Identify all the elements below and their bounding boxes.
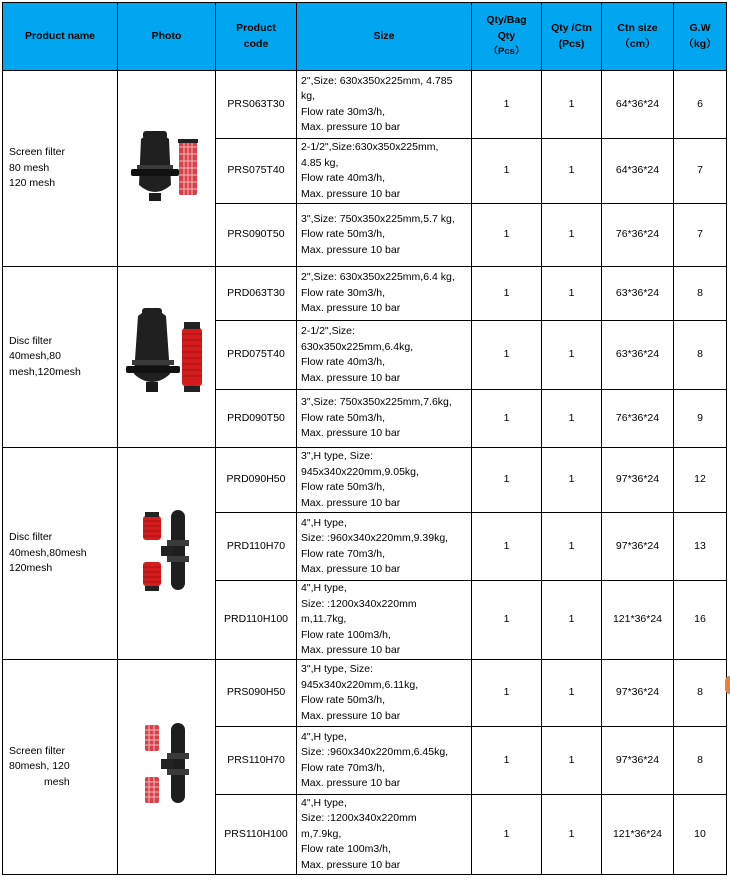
qty-ctn: 1 xyxy=(542,795,602,875)
product-code: PRS075T40 xyxy=(216,139,297,204)
product-code: PRD110H100 xyxy=(216,581,297,660)
product-code: PRD110H70 xyxy=(216,513,297,581)
product-photo-disc-filter-t xyxy=(118,267,216,448)
qty-ctn: 1 xyxy=(542,267,602,321)
header-product-code: Product code xyxy=(216,3,297,71)
qty-ctn: 1 xyxy=(542,513,602,581)
product-photo-screen-filter-t xyxy=(118,71,216,267)
gross-weight: 16 xyxy=(674,581,727,660)
product-code: PRS110H70 xyxy=(216,727,297,795)
product-code: PRD090T50 xyxy=(216,390,297,448)
header-qty-ctn: Qty /Ctn (Pcs) xyxy=(542,3,602,71)
header-product-name: Product name xyxy=(3,3,118,71)
qty-ctn: 1 xyxy=(542,321,602,390)
header-row xyxy=(3,3,727,71)
size-cell: 2",Size: 630x350x225mm,6.4 kg, Flow rate 30m3/h, Max. pressure 10 bar xyxy=(297,267,472,321)
qty-bag: 1 xyxy=(472,727,542,795)
gross-weight: 13 xyxy=(674,513,727,581)
gross-weight: 7 xyxy=(674,204,727,267)
product-code: PRD075T40 xyxy=(216,321,297,390)
qty-bag: 1 xyxy=(472,204,542,267)
size-cell: 3",Size: 750x350x225mm,7.6kg, Flow rate 50m3/h, Max. pressure 10 bar xyxy=(297,390,472,448)
qty-bag: 1 xyxy=(472,660,542,727)
gross-weight: 8 xyxy=(674,727,727,795)
ctn-size: 64*36*24 xyxy=(602,139,674,204)
header-size: Size xyxy=(297,3,472,71)
qty-bag: 1 xyxy=(472,513,542,581)
header-photo: Photo xyxy=(118,3,216,71)
table-row xyxy=(3,448,727,513)
ctn-size: 63*36*24 xyxy=(602,267,674,321)
qty-bag: 1 xyxy=(472,267,542,321)
size-cell: 3",H type, Size: 945x340x220mm,9.05kg, Flow rate 50m3/h, Max. pressure 10 bar xyxy=(297,448,472,513)
qty-ctn: 1 xyxy=(542,660,602,727)
product-photo-disc-filter-h xyxy=(118,448,216,660)
ctn-size: 97*36*24 xyxy=(602,660,674,727)
product-name-cell: Disc filter 40mesh,80 mesh,120mesh xyxy=(3,267,118,448)
qty-bag: 1 xyxy=(472,71,542,139)
header-gw: G.W （kg） xyxy=(674,3,727,71)
size-cell: 4",H type, Size: :960x340x220mm,9.39kg, Flow rate 70m3/h, Max. pressure 10 bar xyxy=(297,513,472,581)
ctn-size: 121*36*24 xyxy=(602,795,674,875)
product-photo-screen-filter-h xyxy=(118,660,216,875)
table-row xyxy=(3,660,727,727)
product-name-cell: Screen filter 80mesh, 120 mesh xyxy=(3,660,118,875)
size-cell: 2-1/2",Size: 630x350x225mm,6.4kg, Flow rate 40m3/h, Max. pressure 10 bar xyxy=(297,321,472,390)
gross-weight: 12 xyxy=(674,448,727,513)
header-qty-bag: Qty/Bag Qty （Pcs） xyxy=(472,3,542,71)
size-cell: 3",Size: 750x350x225mm,5.7 kg, Flow rate 50m3/h, Max. pressure 10 bar xyxy=(297,204,472,267)
gross-weight: 8 xyxy=(674,321,727,390)
gross-weight: 7 xyxy=(674,139,727,204)
ctn-size: 76*36*24 xyxy=(602,204,674,267)
qty-bag: 1 xyxy=(472,139,542,204)
qty-ctn: 1 xyxy=(542,139,602,204)
product-code: PRS090T50 xyxy=(216,204,297,267)
size-cell: 4",H type, Size: :1200x340x220mm m,7.9kg, Flow rate 100m3/h, Max. pressure 10 bar xyxy=(297,795,472,875)
size-cell: 4",H type, Size: :1200x340x220mm m,11.7kg, Flow rate 100m3/h, Max. pressure 10 bar xyxy=(297,581,472,660)
qty-ctn: 1 xyxy=(542,727,602,795)
gross-weight: 8 xyxy=(674,660,727,727)
product-code: PRS063T30 xyxy=(216,71,297,139)
ctn-size: 76*36*24 xyxy=(602,390,674,448)
product-code: PRS090H50 xyxy=(216,660,297,727)
product-code: PRD090H50 xyxy=(216,448,297,513)
gross-weight: 9 xyxy=(674,390,727,448)
qty-bag: 1 xyxy=(472,581,542,660)
gross-weight: 8 xyxy=(674,267,727,321)
edge-marker xyxy=(725,676,730,694)
ctn-size: 97*36*24 xyxy=(602,513,674,581)
product-name-cell: Screen filter 80 mesh 120 mesh xyxy=(3,71,118,267)
qty-bag: 1 xyxy=(472,390,542,448)
ctn-size: 97*36*24 xyxy=(602,448,674,513)
qty-bag: 1 xyxy=(472,321,542,390)
size-cell: 2-1/2",Size:630x350x225mm, 4.85 kg, Flow rate 40m3/h, Max. pressure 10 bar xyxy=(297,139,472,204)
header-ctn-size: Ctn size （cm） xyxy=(602,3,674,71)
qty-bag: 1 xyxy=(472,795,542,875)
ctn-size: 121*36*24 xyxy=(602,581,674,660)
qty-ctn: 1 xyxy=(542,581,602,660)
size-cell: 3",H type, Size: 945x340x220mm,6.11kg, Flow rate 50m3/h, Max. pressure 10 bar xyxy=(297,660,472,727)
qty-ctn: 1 xyxy=(542,71,602,139)
size-cell: 2",Size: 630x350x225mm, 4.785 kg, Flow rate 30m3/h, Max. pressure 10 bar xyxy=(297,71,472,139)
qty-bag: 1 xyxy=(472,448,542,513)
size-cell: 4",H type, Size: :960x340x220mm,6.45kg, Flow rate 70m3/h, Max. pressure 10 bar xyxy=(297,727,472,795)
table-row xyxy=(3,71,727,139)
ctn-size: 63*36*24 xyxy=(602,321,674,390)
product-code: PRD063T30 xyxy=(216,267,297,321)
qty-ctn: 1 xyxy=(542,390,602,448)
ctn-size: 64*36*24 xyxy=(602,71,674,139)
qty-ctn: 1 xyxy=(542,204,602,267)
product-spec-table xyxy=(2,2,727,875)
qty-ctn: 1 xyxy=(542,448,602,513)
table-row xyxy=(3,267,727,321)
gross-weight: 10 xyxy=(674,795,727,875)
gross-weight: 6 xyxy=(674,71,727,139)
product-name-cell: Disc filter 40mesh,80mesh 120mesh xyxy=(3,448,118,660)
product-code: PRS110H100 xyxy=(216,795,297,875)
ctn-size: 97*36*24 xyxy=(602,727,674,795)
